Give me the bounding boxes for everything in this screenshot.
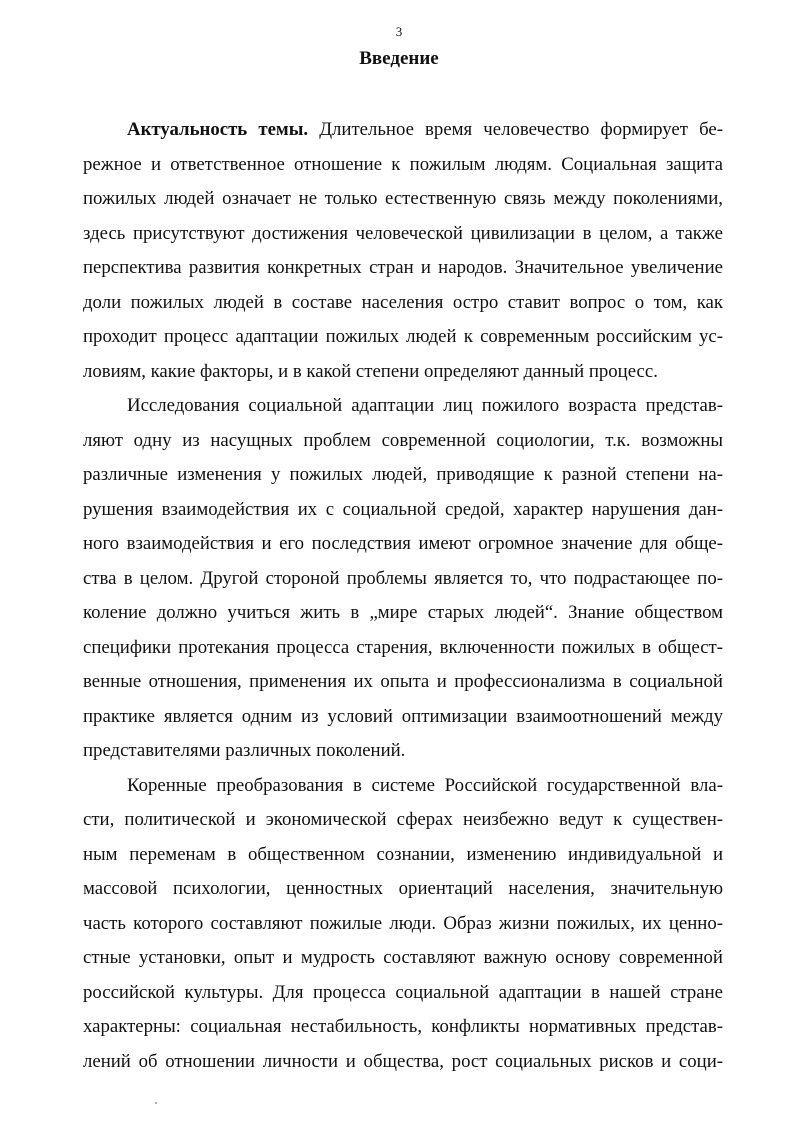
text-line: практике является одним из условий оптимизации взаимоотношений между xyxy=(83,705,723,727)
text-line: рушения взаимодействия их с социальной средой, характер нарушения дан- xyxy=(83,498,723,520)
text-line-rest: Длительное время человечество формирует бе- xyxy=(308,119,723,140)
text-line: ства в целом. Другой стороной проблемы является то, что подрастающее по- xyxy=(83,567,723,589)
scan-artifact xyxy=(155,1102,157,1104)
text-line: венные отношения, применения их опыта и профессионализма в социальной xyxy=(83,671,723,692)
text-line: перспектива развития конкретных стран и народов. Значительное увеличение xyxy=(83,257,723,278)
page-title: Введение xyxy=(359,48,439,69)
text-line: коление должно учиться жить в „мире старых людей“. Знание обществом xyxy=(83,602,723,623)
text-line: проходит процесс адаптации пожилых людей к современным российским ус- xyxy=(83,326,723,347)
text-line: ловиям, какие факторы, и в какой степени определяют данный процесс. xyxy=(83,360,658,382)
text-line xyxy=(83,117,723,152)
text-line: Исследования социальной адаптации лиц пожилого возраста представ- xyxy=(127,395,723,416)
text-line: режное и ответственное отношение к пожилым людям. Социальная защита xyxy=(83,153,723,175)
text-line: сти, политической и экономической сферах неизбежно ведут к существен- xyxy=(83,809,723,830)
text-line: лений об отношении личности и общества, рост социальных рисков и соци- xyxy=(83,1050,723,1072)
text-line: ным переменам в общественном сознании, изменению индивидуальной и xyxy=(83,843,723,865)
text-line: ного взаимодействия и его последствия имеют огромное значение для обще- xyxy=(83,533,723,554)
text-line: представителями различных поколений. xyxy=(83,740,406,761)
page-number: 3 xyxy=(395,24,403,39)
text-line: характерны: социальная нестабильность, конфликты нормативных представ- xyxy=(83,1016,723,1037)
text-line: Коренные преобразования в системе Российской государственной вла- xyxy=(127,774,723,796)
section-lead: Актуальность темы. xyxy=(127,119,309,140)
text-line: пожилых людей означает не только естественную связь между поколениями, xyxy=(83,188,723,209)
text-line: различные изменения у пожилых людей, приводящие к разной степени на- xyxy=(83,464,723,485)
text-line: здесь присутствуют достижения человеческой цивилизации в целом, а также xyxy=(83,222,723,244)
text-line: ляют одну из насущных проблем современной социологии, т.к. возможны xyxy=(83,429,723,451)
text-line: часть которого составляют пожилые люди. Образ жизни пожилых, их ценно- xyxy=(83,912,723,934)
document-body xyxy=(83,117,723,1083)
text-line: доли пожилых людей в составе населения остро ставит вопрос о том, как xyxy=(83,291,723,313)
text-line: стные установки, опыт и мудрость составляют важную основу современной xyxy=(83,947,723,968)
text-line: массовой психологии, ценностных ориентаций населения, значительную xyxy=(83,878,723,899)
text-line: российской культуры. Для процесса социальной адаптации в нашей стране xyxy=(83,981,723,1003)
text-line: специфики протекания процесса старения, включенности пожилых в общест- xyxy=(83,636,723,658)
